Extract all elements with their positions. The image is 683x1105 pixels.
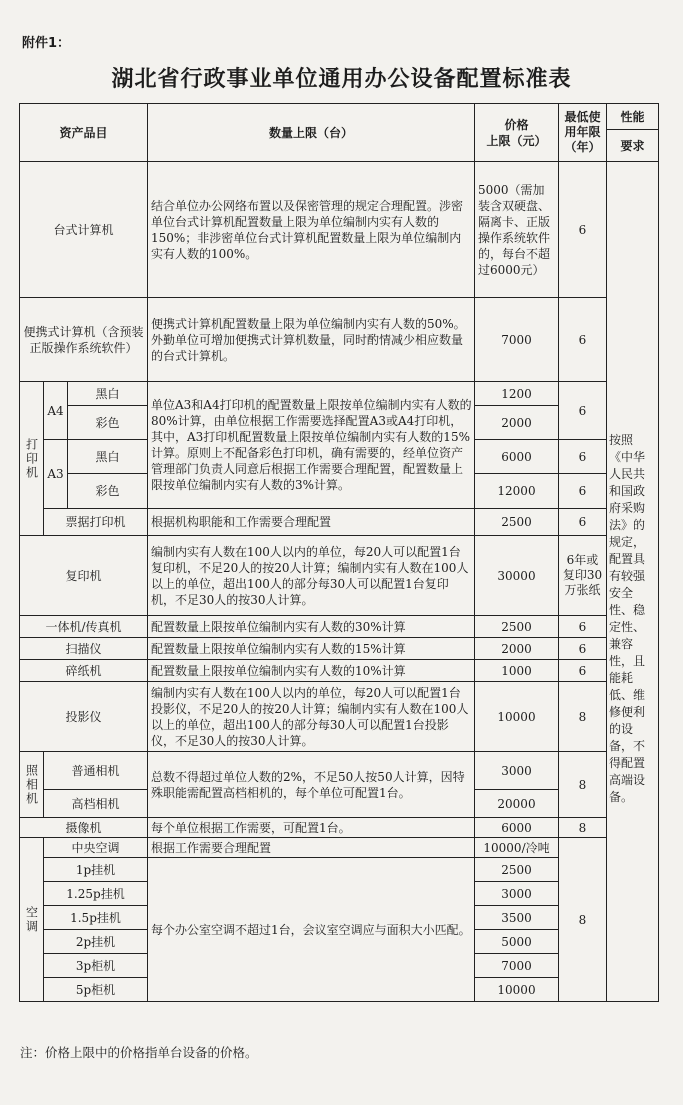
ac-central-price: 10000/冷吨 bbox=[475, 838, 559, 858]
ac-years: 8 bbox=[559, 838, 607, 1002]
projector-price: 10000 bbox=[475, 682, 559, 752]
ac-unit-price: 5000 bbox=[475, 930, 559, 954]
receipt-printer-quantity: 根据机构职能和工作需要合理配置 bbox=[148, 509, 475, 536]
camera-normal-price: 3000 bbox=[475, 752, 559, 790]
video-camera-name: 摄像机 bbox=[20, 818, 148, 838]
printer-quantity: 单位A3和A4打印机的配置数量上限按单位编制内实有人数的80%计算，由单位根据工作需要选择配置A3或A4打印机，其中，A3打印机配置数量上限按单位编制内实有人数的15%计算。原则上不配备彩色打印机，确有需要的，经单位资产管理部门负责人同意后根据工作需要合理配置，配置数量上限按单位编制内实有人数的3%计算。 bbox=[148, 382, 475, 509]
shredder-quantity: 配置数量上限按单位编制内实有人数的10%计算 bbox=[148, 660, 475, 682]
printer-a4-color-price: 2000 bbox=[475, 406, 559, 440]
ac-unit-name: 2p挂机 bbox=[44, 930, 148, 954]
projector-name: 投影仪 bbox=[20, 682, 148, 752]
ac-unit-price: 3500 bbox=[475, 906, 559, 930]
printer-a3: A3 bbox=[44, 440, 68, 509]
header-years: 最低使 用年限 （年） bbox=[559, 104, 607, 162]
copier-name: 复印机 bbox=[20, 536, 148, 616]
printer-a3-bw-price: 6000 bbox=[475, 440, 559, 474]
ac-unit-price: 10000 bbox=[475, 978, 559, 1002]
shredder-years: 6 bbox=[559, 660, 607, 682]
receipt-printer-name: 票据打印机 bbox=[44, 509, 148, 536]
printer-a3-color-years: 6 bbox=[559, 474, 607, 509]
fax-name: 一体机/传真机 bbox=[20, 616, 148, 638]
page-title: 湖北省行政事业单位通用办公设备配置标准表 bbox=[111, 66, 572, 92]
projector-years: 8 bbox=[559, 682, 607, 752]
fax-price: 2500 bbox=[475, 616, 559, 638]
printer-a4-bw: 黑白 bbox=[68, 382, 148, 406]
ac-unit-name: 1.5p挂机 bbox=[44, 906, 148, 930]
desktop-name: 台式计算机 bbox=[20, 162, 148, 298]
ac-quantity: 每个办公室空调不超过1台，会议室空调应与面积大小匹配。 bbox=[148, 858, 475, 1002]
video-camera-years: 8 bbox=[559, 818, 607, 838]
printer-a3-color-price: 12000 bbox=[475, 474, 559, 509]
ac-central: 中央空调 bbox=[44, 838, 148, 858]
camera-group: 照相机 bbox=[20, 752, 44, 818]
header-quantity: 数量上限（台） bbox=[148, 104, 475, 162]
shredder-name: 碎纸机 bbox=[20, 660, 148, 682]
video-camera-quantity: 每个单位根据工作需要，可配置1台。 bbox=[148, 818, 475, 838]
footnote: 注：价格上限中的价格指单台设备的价格。 bbox=[20, 1045, 258, 1060]
laptop-price: 7000 bbox=[475, 298, 559, 382]
printer-a3-bw-years: 6 bbox=[559, 440, 607, 474]
attachment-label: 附件1： bbox=[22, 36, 71, 51]
printer-a4-color: 彩色 bbox=[68, 406, 148, 440]
scanner-quantity: 配置数量上限按单位编制内实有人数的15%计算 bbox=[148, 638, 475, 660]
copier-quantity: 编制内实有人数在100人以内的单位，每20人可以配置1台复印机，不足20人的按20人计算；编制内实有人数在100人以上的单位，超出100人的部分每30人可以配置1台复印机，不足30人的按30人计算。 bbox=[148, 536, 475, 616]
projector-quantity: 编制内实有人数在100人以内的单位，每20人可以配置1台投影仪，不足20人的按20人计算；编制内实有人数在100人以上的单位，超出100人的部分每30人可以配置1台投影仪，不足30人的按30人计算。 bbox=[148, 682, 475, 752]
copier-price: 30000 bbox=[475, 536, 559, 616]
printer-a4-years: 6 bbox=[559, 382, 607, 440]
ac-central-quantity: 根据工作需要合理配置 bbox=[148, 838, 475, 858]
camera-years: 8 bbox=[559, 752, 607, 818]
standard-table bbox=[19, 103, 659, 1002]
header-price: 价格 上限（元） bbox=[475, 104, 559, 162]
camera-quantity: 总数不得超过单位人数的2%，不足50人按50人计算，因特殊职能需配置高档相机的，每个单位可配置1台。 bbox=[148, 752, 475, 818]
laptop-quantity: 便携式计算机配置数量上限为单位编制内实有人数的50%。外勤单位可增加便携式计算机数量，同时酌情减少相应数量的台式计算机。 bbox=[148, 298, 475, 382]
ac-unit-price: 2500 bbox=[475, 858, 559, 882]
fax-quantity: 配置数量上限按单位编制内实有人数的30%计算 bbox=[148, 616, 475, 638]
desktop-quantity: 结合单位办公网络布置以及保密管理的规定合理配置。涉密单位台式计算机配置数量上限为单位编制内实有人数的150%；非涉密单位台式计算机配置数量上限为单位编制内实有人数的100%。 bbox=[148, 162, 475, 298]
header-performance-top: 性能 bbox=[607, 104, 659, 130]
camera-high: 高档相机 bbox=[44, 790, 148, 818]
ac-group: 空调 bbox=[20, 838, 44, 1002]
receipt-printer-years: 6 bbox=[559, 509, 607, 536]
printer-group: 打印机 bbox=[20, 382, 44, 536]
camera-normal: 普通相机 bbox=[44, 752, 148, 790]
receipt-printer-price: 2500 bbox=[475, 509, 559, 536]
shredder-price: 1000 bbox=[475, 660, 559, 682]
ac-unit-price: 7000 bbox=[475, 954, 559, 978]
scanner-name: 扫描仪 bbox=[20, 638, 148, 660]
scanner-years: 6 bbox=[559, 638, 607, 660]
desktop-years: 6 bbox=[559, 162, 607, 298]
laptop-years: 6 bbox=[559, 298, 607, 382]
camera-high-price: 20000 bbox=[475, 790, 559, 818]
printer-a3-color: 彩色 bbox=[68, 474, 148, 509]
printer-a4-bw-price: 1200 bbox=[475, 382, 559, 406]
header-asset: 资产品目 bbox=[20, 104, 148, 162]
printer-a4: A4 bbox=[44, 382, 68, 440]
copier-years: 6年或 复印30 万张纸 bbox=[559, 536, 607, 616]
ac-unit-name: 1p挂机 bbox=[44, 858, 148, 882]
ac-unit-price: 3000 bbox=[475, 882, 559, 906]
desktop-price: 5000（需加装含双硬盘、隔离卡、正版操作系统软件的，每台不超过6000元） bbox=[475, 162, 559, 298]
ac-unit-name: 1.25p挂机 bbox=[44, 882, 148, 906]
header-performance-bottom: 要求 bbox=[607, 130, 659, 162]
performance-requirement: 按照《中华人民共和国政府采购法》的规定，配置具有较强安全性、稳定性、兼容性，且能耗低、维修便利的设备，不得配置高端设备。 bbox=[607, 162, 659, 1002]
video-camera-price: 6000 bbox=[475, 818, 559, 838]
ac-unit-name: 3p柜机 bbox=[44, 954, 148, 978]
printer-a3-bw: 黑白 bbox=[68, 440, 148, 474]
ac-unit-name: 5p柜机 bbox=[44, 978, 148, 1002]
laptop-name: 便携式计算机（含预装正版操作系统软件） bbox=[20, 298, 148, 382]
fax-years: 6 bbox=[559, 616, 607, 638]
scanner-price: 2000 bbox=[475, 638, 559, 660]
